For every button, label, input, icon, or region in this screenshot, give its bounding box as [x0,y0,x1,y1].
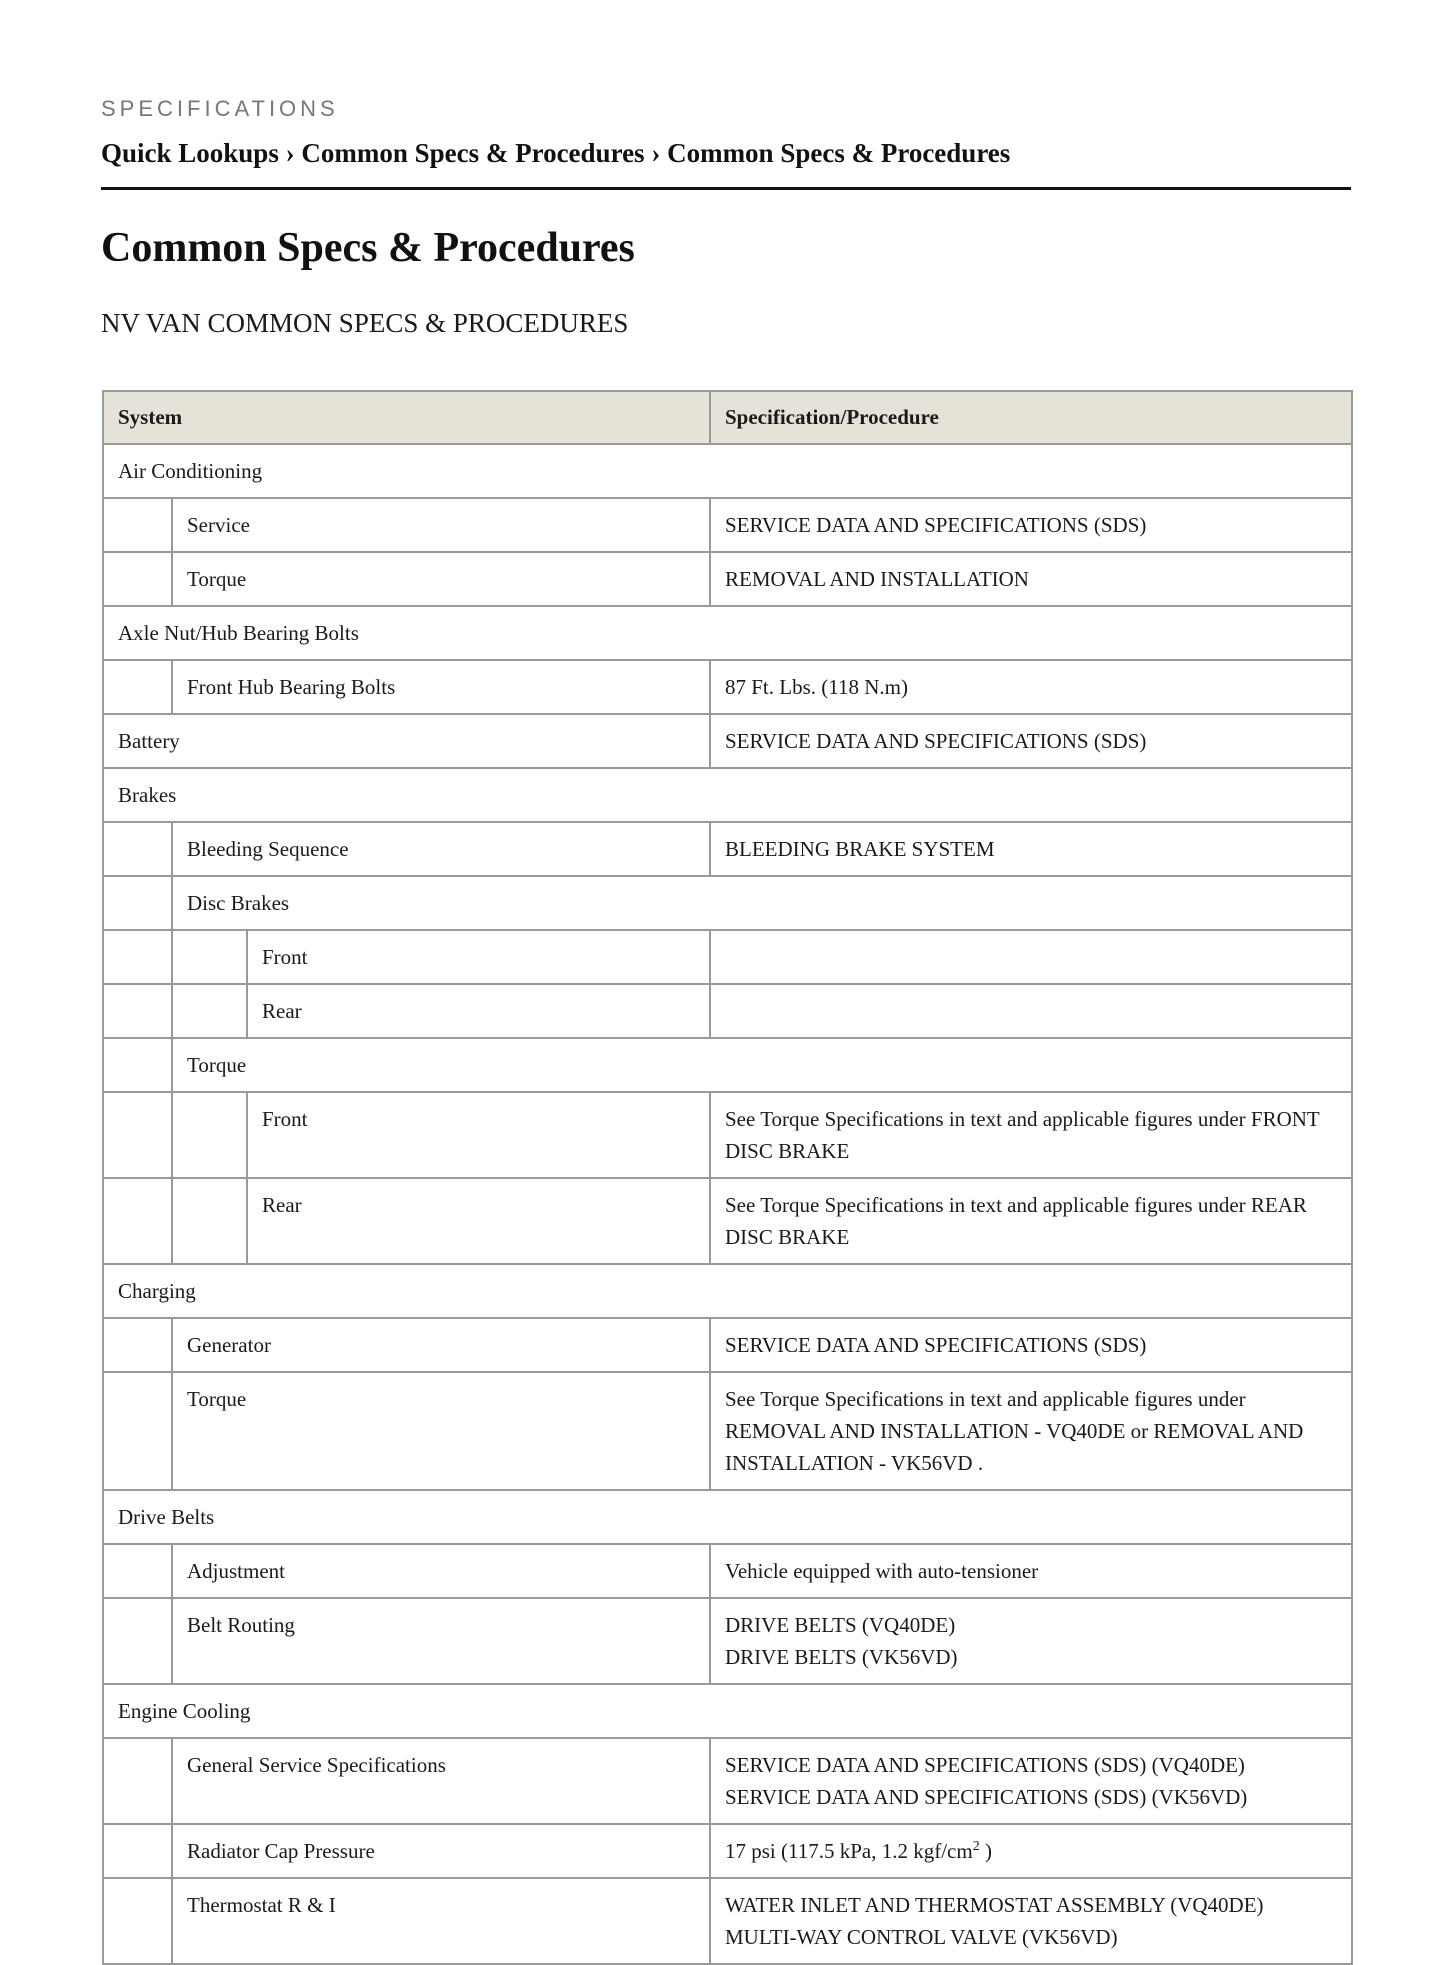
spec-line [725,1641,1337,1673]
system-cell: Rear [247,984,710,1038]
system-cell: Torque [172,1372,710,1490]
spec-line [725,1749,1337,1781]
breadcrumb-item[interactable]: Common Specs & Procedures [301,138,645,168]
indent-cell [172,930,247,984]
table-row [103,876,1352,930]
spec-text: MULTI-WAY CONTROL VALVE (VK56VD) [725,1925,1118,1949]
spec-cell [710,1092,1352,1178]
spec-superscript: 2 [972,1839,980,1854]
indent-cell [103,552,172,606]
table-row [103,822,1352,876]
spec-text: SERVICE DATA AND SPECIFICATIONS (SDS) [725,1333,1147,1357]
system-cell: Bleeding Sequence [172,822,710,876]
breadcrumb [101,138,1010,169]
system-cell: Drive Belts [103,1490,1352,1544]
system-cell: Belt Routing [172,1598,710,1684]
system-cell: Torque [172,552,710,606]
indent-cell [103,930,172,984]
table-header-row [103,391,1352,444]
column-header-system: System [103,391,710,444]
system-cell: Front [247,1092,710,1178]
page-title: Common Specs & Procedures [101,225,635,271]
specs-table [102,390,1353,1965]
table-row [103,552,1352,606]
spec-line [725,563,1337,595]
spec-text: SERVICE DATA AND SPECIFICATIONS (SDS) (VK56VD) [725,1785,1248,1809]
table-row [103,606,1352,660]
spec-line [725,1835,1337,1867]
indent-cell [103,1598,172,1684]
spec-text: SERVICE DATA AND SPECIFICATIONS (SDS) [725,513,1147,537]
table-row [103,1092,1352,1178]
table-row [103,714,1352,768]
table-row [103,498,1352,552]
spec-text: 87 Ft. Lbs. (118 N.m) [725,675,908,699]
spec-line [725,725,1337,757]
breadcrumb-separator: › [651,138,661,168]
system-cell: Axle Nut/Hub Bearing Bolts [103,606,1352,660]
indent-cell [103,660,172,714]
indent-cell [103,984,172,1038]
spec-tail: ) [979,1839,992,1863]
system-cell: Charging [103,1264,1352,1318]
table-row [103,1684,1352,1738]
table-row [103,1264,1352,1318]
indent-cell [172,984,247,1038]
spec-line [725,1189,1337,1253]
system-cell: General Service Specifications [172,1738,710,1824]
spec-text: See Torque Specifications in text and applicable figures under REAR DISC BRAKE [725,1193,1307,1249]
indent-cell [172,1178,247,1264]
system-cell: Front Hub Bearing Bolts [172,660,710,714]
indent-cell [103,1738,172,1824]
spec-line [725,1103,1337,1167]
spec-line [725,1609,1337,1641]
spec-line [725,1329,1337,1361]
spec-line [725,1555,1337,1587]
indent-cell [103,876,172,930]
spec-cell [710,1544,1352,1598]
spec-line [725,671,1337,703]
system-cell: Battery [103,714,710,768]
spec-line [725,833,1337,865]
spec-cell [710,930,1352,984]
spec-text: DRIVE BELTS (VK56VD) [725,1645,958,1669]
indent-cell [103,822,172,876]
table-row [103,768,1352,822]
system-cell: Adjustment [172,1544,710,1598]
indent-cell [103,1372,172,1490]
spec-cell [710,660,1352,714]
table-row [103,984,1352,1038]
breadcrumb-item-current: Common Specs & Procedures [667,138,1011,168]
spec-line [725,1921,1337,1953]
system-cell: Generator [172,1318,710,1372]
system-cell: Brakes [103,768,1352,822]
table-row [103,1738,1352,1824]
section-eyebrow: SPECIFICATIONS [101,96,339,121]
spec-text: BLEEDING BRAKE SYSTEM [725,837,995,861]
spec-cell [710,822,1352,876]
system-cell: Torque [172,1038,1352,1092]
system-cell: Disc Brakes [172,876,1352,930]
indent-cell [103,1178,172,1264]
column-header-spec: Specification/Procedure [710,391,1352,444]
spec-cell [710,1878,1352,1964]
spec-cell [710,1318,1352,1372]
spec-text: SERVICE DATA AND SPECIFICATIONS (SDS) (VQ40DE) [725,1753,1245,1777]
spec-cell [710,552,1352,606]
indent-cell [103,498,172,552]
table-row [103,1544,1352,1598]
table-row [103,1598,1352,1684]
spec-cell [710,1178,1352,1264]
system-cell: Radiator Cap Pressure [172,1824,710,1878]
table-row [103,1038,1352,1092]
spec-text: REMOVAL AND INSTALLATION [725,567,1029,591]
breadcrumb-item[interactable]: Quick Lookups [101,138,279,168]
table-row [103,1490,1352,1544]
spec-text: See Torque Specifications in text and applicable figures under FRONT DISC BRAKE [725,1107,1320,1163]
spec-text: See Torque Specifications in text and applicable figures under REMOVAL AND INSTALLATION - VQ40DE or REMOVAL AND INSTALLATION - VK56VD . [725,1387,1304,1475]
table-row [103,1372,1352,1490]
table-row [103,1178,1352,1264]
spec-line [725,1889,1337,1921]
indent-cell [103,1878,172,1964]
system-cell: Air Conditioning [103,444,1352,498]
indent-cell [103,1038,172,1092]
system-cell: Engine Cooling [103,1684,1352,1738]
spec-cell [710,1372,1352,1490]
table-row [103,1318,1352,1372]
indent-cell [103,1544,172,1598]
spec-cell [710,498,1352,552]
system-cell: Service [172,498,710,552]
spec-text: SERVICE DATA AND SPECIFICATIONS (SDS) [725,729,1147,753]
spec-cell [710,714,1352,768]
spec-cell [710,1598,1352,1684]
spec-text: 17 psi (117.5 kPa, 1.2 kgf/cm [725,1839,973,1863]
system-cell: Rear [247,1178,710,1264]
system-cell: Front [247,930,710,984]
indent-cell [103,1318,172,1372]
table-row [103,930,1352,984]
spec-text: DRIVE BELTS (VQ40DE) [725,1613,956,1637]
indent-cell [103,1092,172,1178]
breadcrumb-separator: › [285,138,295,168]
spec-line [725,509,1337,541]
spec-cell [710,984,1352,1038]
spec-text: Vehicle equipped with auto-tensioner [725,1559,1039,1583]
table-row [103,444,1352,498]
header-divider [101,187,1351,190]
page-subtitle: NV VAN COMMON SPECS & PROCEDURES [101,308,629,338]
system-cell: Thermostat R & I [172,1878,710,1964]
spec-cell [710,1738,1352,1824]
indent-cell [172,1092,247,1178]
spec-line [725,1383,1337,1479]
spec-line [725,1781,1337,1813]
table-row [103,1878,1352,1964]
spec-text: WATER INLET AND THERMOSTAT ASSEMBLY (VQ40DE) [725,1893,1264,1917]
table-row [103,660,1352,714]
